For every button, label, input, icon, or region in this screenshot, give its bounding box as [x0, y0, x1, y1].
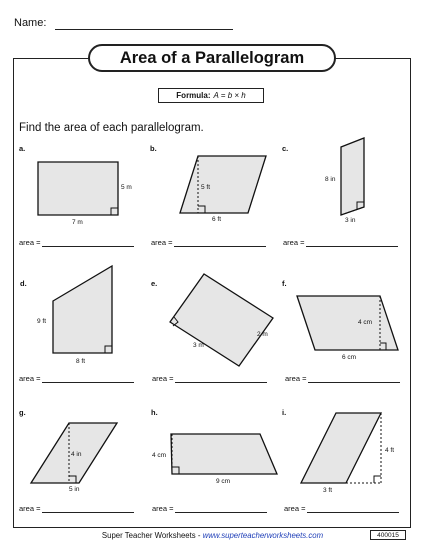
parallelogram-c: [341, 138, 364, 215]
base-label-a: 7 m: [72, 219, 83, 226]
worksheet-code: 400015: [370, 530, 406, 540]
answer-a[interactable]: [19, 238, 134, 247]
answer-line[interactable]: [42, 376, 134, 383]
parallelogram-i: [301, 413, 381, 483]
answer-line[interactable]: [306, 240, 398, 247]
height-label-f: 4 cm: [358, 319, 373, 326]
height-label-i: 4 ft: [385, 447, 395, 454]
answer-line[interactable]: [42, 506, 134, 513]
instructions: Find the area of each parallelogram.: [19, 122, 204, 134]
page-title: Area of a Parallelogram: [88, 44, 336, 72]
height-label-b: 5 ft: [201, 184, 211, 191]
footer-text: Super Teacher Worksheets -: [101, 531, 203, 540]
problem-e-letter: e.: [151, 279, 158, 288]
answer-c[interactable]: [283, 238, 398, 247]
base-label-g: 5 in: [69, 486, 80, 493]
height-label-e: 2 m: [257, 331, 268, 338]
problem-h-letter: h.: [151, 408, 158, 417]
footer: [0, 531, 425, 540]
problem-d-letter: d.: [20, 279, 27, 288]
problem-b-letter: b.: [150, 144, 157, 153]
name-label: Name:: [14, 17, 47, 29]
area-label: area =: [19, 504, 41, 513]
answer-line[interactable]: [175, 376, 267, 383]
answer-h[interactable]: [152, 504, 267, 513]
height-label-c: 8 in: [325, 176, 336, 183]
formula-label: Formula:: [176, 91, 211, 100]
parallelogram-b: [180, 156, 266, 213]
parallelogram-e: [170, 274, 273, 366]
problem-f-letter: f.: [282, 279, 287, 288]
right-angle-i: [374, 476, 381, 483]
area-label: area =: [284, 504, 306, 513]
height-label-a: 5 m: [121, 184, 132, 191]
answer-g[interactable]: [19, 504, 134, 513]
base-label-f: 6 cm: [342, 354, 357, 361]
area-label: area =: [19, 238, 41, 247]
parallelogram-d: [53, 266, 112, 353]
area-label: area =: [283, 238, 305, 247]
base-label-b: 6 ft: [212, 216, 222, 223]
answer-line[interactable]: [308, 376, 400, 383]
formula-expression: A = b × h: [213, 91, 246, 100]
area-label: area =: [19, 374, 41, 383]
problem-i-letter: i.: [282, 408, 287, 417]
answer-b[interactable]: [151, 238, 266, 247]
answer-d[interactable]: [19, 374, 134, 383]
area-label: area =: [152, 504, 174, 513]
footer-link[interactable]: www.superteacherworksheets.com: [202, 531, 324, 540]
height-label-g: 4 in: [71, 451, 82, 458]
answer-line[interactable]: [174, 240, 266, 247]
base-label-i: 3 ft: [323, 487, 333, 494]
problem-c-letter: c.: [282, 144, 289, 153]
area-label: area =: [152, 374, 174, 383]
base-label-c: 3 in: [345, 217, 356, 224]
answer-i[interactable]: [284, 504, 399, 513]
answer-line[interactable]: [307, 506, 399, 513]
answer-line[interactable]: [42, 240, 134, 247]
answer-e[interactable]: [152, 374, 267, 383]
parallelogram-h: [171, 434, 277, 474]
problem-a-letter: a.: [19, 144, 26, 153]
area-label: area =: [285, 374, 307, 383]
parallelogram-f: [297, 296, 398, 350]
base-label-h: 9 cm: [216, 478, 231, 485]
problem-g-letter: g.: [19, 408, 26, 417]
answer-f[interactable]: [285, 374, 400, 383]
answer-line[interactable]: [175, 506, 267, 513]
height-label-d: 9 ft: [37, 318, 47, 325]
base-label-d: 8 ft: [76, 358, 86, 365]
area-label: area =: [151, 238, 173, 247]
base-label-e: 3 m: [193, 342, 204, 349]
height-label-h: 4 cm: [152, 452, 167, 459]
parallelogram-a: [38, 162, 118, 215]
